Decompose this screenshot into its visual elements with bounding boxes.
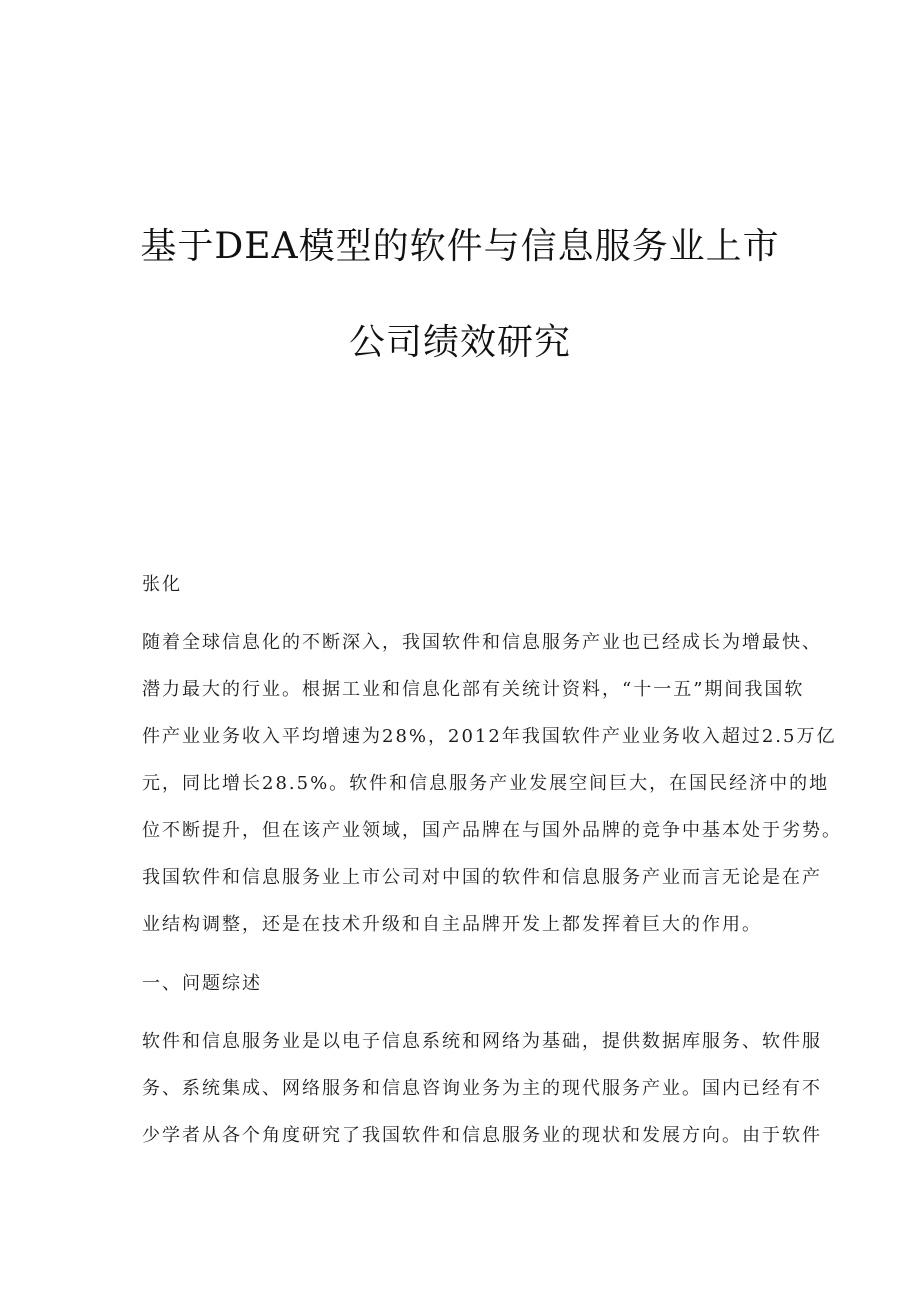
paragraph-line: 务、系统集成、网络服务和信息咨询业务为主的现代服务产业。国内已经有不 (142, 1078, 822, 1099)
paragraph-line: 软件和信息服务业是以电子信息系统和网络为基础，提供数据库服务、软件服 (142, 1031, 822, 1052)
paragraph-line: 业结构调整，还是在技术升级和自主品牌开发上都发挥着巨大的作用。 (142, 914, 762, 935)
paragraph-line: 位不断提升，但在该产业领域，国产品牌在与国外品牌的竞争中基本处于劣势。 (142, 820, 842, 841)
paragraph-line: 我国软件和信息服务业上市公司对中国的软件和信息服务产业而言无论是在产 (142, 867, 822, 888)
document-title-line-2: 公司绩效研究 (348, 322, 571, 363)
author-name: 张化 (142, 574, 182, 595)
paragraph-line: 少学者从各个角度研究了我国软件和信息服务业的现状和发展方向。由于软件 (142, 1125, 822, 1146)
document-title-line-1: 基于DEA模型的软件与信息服务业上市 (140, 226, 780, 267)
paragraph-line: 随着全球信息化的不断深入，我国软件和信息服务产业也已经成长为增最快、 (142, 632, 822, 653)
paragraph-line: 元，同比增长28.5%。软件和信息服务产业发展空间巨大，在国民经济中的地 (142, 773, 830, 794)
paragraph-line: 潜力最大的行业。根据工业和信息化部有关统计资料，“十一五”期间我国软 (142, 679, 805, 700)
paragraph-line: 件产业业务收入平均增速为28%，2012年我国软件产业业务收入超过2.5万亿 (142, 726, 837, 747)
section-heading: 一、问题综述 (142, 973, 262, 994)
